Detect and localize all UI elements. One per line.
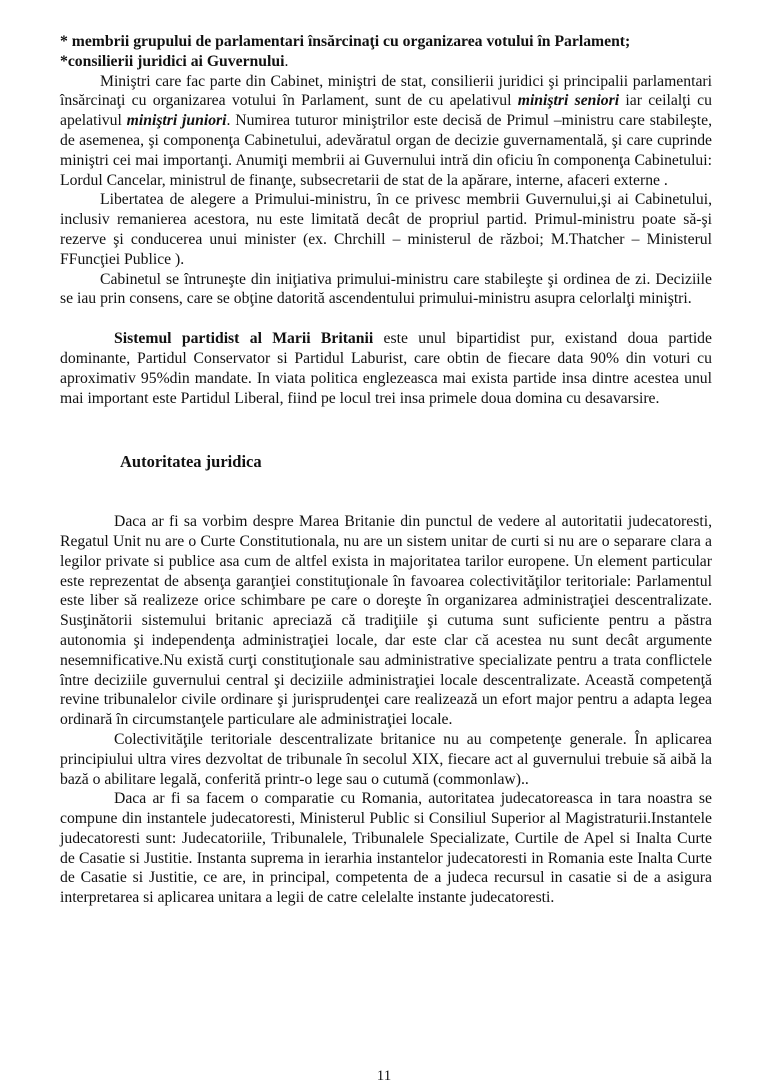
p1-emphasis-seniori: miniştri seniori [517,92,620,110]
document-page [60,32,712,908]
intro-line-2-text: *consilierii juridici ai Guvernului [60,52,285,70]
intro-line-2 [60,52,712,72]
paragraph-judicial-authority: Daca ar fi sa vorbim despre Marea Britanie din punctul de vedere al autoritatii judecatoresti, Regatul Unit nu are o Curte Constitutionala, nu are un sistem unitar de curti si nu are o separare clara a legilor private si publice asa cum de altfel exista in majoritatea tarilor europene. Un element particular este reprezentat de absenţa garanţiei constituţionale în favoarea colectivităţilor teritoriale: Parlamentul este liber să realizeze orice schimbare pe care o doreşte în organizarea administraţiei descentralizate. Susţinătorii sistemului britanic apreciază că tradiţiile şi cutuma sunt suficiente pentru a păstra autonomia şi independenţa administraţiei locale, dar este clar că acestea nu sunt decât argumente nesemnificative.Nu există curţi constituţionale sau administrative specializate pentru a trata conflictele între deciziile guvernului central şi deciziile administraţiei locale descentralizate. Această competenţă revine tribunalelor civile ordinare şi jurisprudenţei care realizează un efort major pentru a adapta legea ordinară în circumstanţele particulare ale administraţiei locale. [60,513,712,729]
paragraph-prime-minister-freedom: Libertatea de alegere a Primului-ministru, în ce privesc membrii Guvernului,şi ai Cabinetului, inclusiv remanierea acestora, nu este limitată decât de propriul partid. Primul-ministru poate să-şi rezerve şi conducerea unui minister (ex. Chrchill – ministerul de război; M.Thatcher – Ministerul FFuncţiei Publice ). [60,191,712,268]
page-number: 11 [376,1068,392,1084]
party-system-bold: Sistemul partidist al Marii Britanii [114,330,374,348]
paragraph-romania-comparison: Daca ar fi sa facem o comparatie cu Romania, autoritatea judecatoreasca in tara noastra se compune din instantele judecatoresti, Ministerul Public si Consiliul Superior al Magistraturii.Instantele judecatoresti sunt: Judecatoriile, Tribunalele, Tribunalele Specializate, Curtile de Apel si Inalta Curte de Casatie si Justitie. Instanta suprema in ierarhia instantelor judecatoresti in Romania este Inalta Curte de Casatie si Justitie, ce are, in principal, competenta de a judeca recursul in casatie si de a asigura interpretarea si aplicarea unitara a legii de catre celelalte instante judecatoresti. [60,790,712,907]
paragraph-party-system [60,329,712,408]
p1-text-b: iar ceilalţi cu apelativul [60,92,712,130]
spacer [60,309,712,329]
p1-emphasis-juniori: miniştri juniori [126,112,227,130]
paragraph-cabinet-meetings: Cabinetul se întruneşte din iniţiativa primului-ministru care stabileşte şi ordinea de zi. Deciziile se iau prin consens, care se obţine datorită ascendentului primului-ministru asupra celorlalţi miniştri. [60,270,712,308]
party-system-text: este unul bipartidist pur, existand doua partide dominante, Partidul Conservator si Partidul Laburist, care obtin de fiecare data 90% din voturi cu aproximativ 95%din mandate. In viata politica englezeasca mai exista partide insa dintre acestea unul mai important este Partidul Liberal, fiind pe locul trei insa primele doua domina cu desavarsire. [60,330,712,407]
paragraph-territorial-collectivities: Colectivităţile teritoriale descentralizate britanice nu au competenţe generale. În aplicarea principiului ultra vires dezvoltat de tribunale în secolul XIX, fiecare act al guvernului trebuie să aibă la bază o abilitare legală, conferită printr-o lege sau o cutumă (commonlaw).. [60,730,712,788]
section-heading: Autoritatea juridica [120,452,262,472]
p1-text-a: Miniştri care fac parte din Cabinet, miniştri de stat, consilierii juridici şi principalii parlamentari însărcinaţi cu organizarea votului în Parlament, sunt de cu apelativul [60,72,712,110]
p1-text-c: . Numirea tuturor miniştrilor este decisă de Primul –ministru care stabileşte, de asemenea, şi componenţa Cabinetului, adevăratul organ de decizie guvernamentală, şi care cuprinde miniştri cei mai importanţi. Anumiţi membrii ai Guvernului intră din oficiu în componenţa Cabinetului: Lordul Cancelar, ministrul de finanţe, subsecretarii de stat de la apărare, interne, afaceri externe . [60,112,713,189]
intro-line-1: * membrii grupului de parlamentari însărcinaţi cu organizarea votului în Parlament; [60,33,631,50]
intro-line-2-end: . [284,52,289,70]
paragraph-cabinet-ministers [60,72,712,191]
